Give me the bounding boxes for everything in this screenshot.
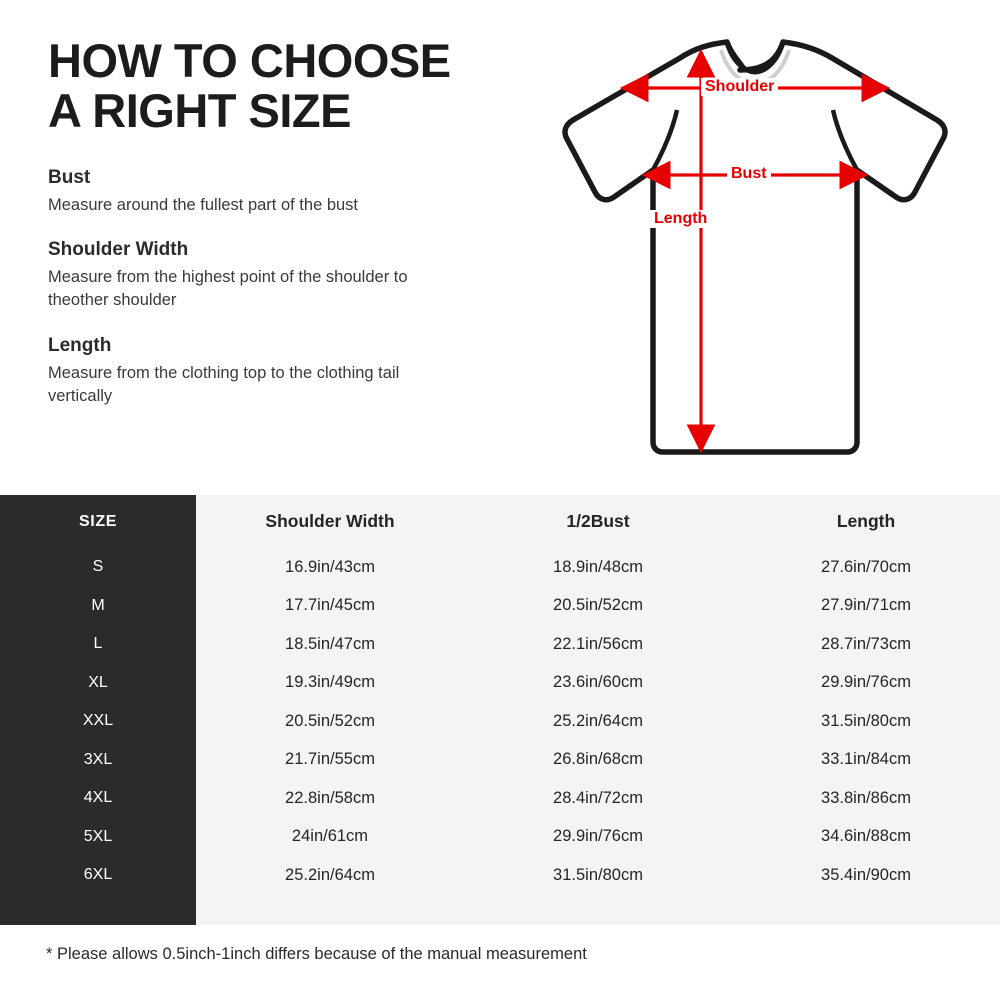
cell-shoulder-width: 21.7in/55cm — [285, 750, 375, 769]
column-header-length: Length — [836, 511, 896, 531]
cell-size: L — [0, 625, 196, 664]
instruction-desc: Measure around the fullest part of the bust — [48, 195, 359, 214]
cell-length: 33.8in/86cm — [821, 788, 911, 807]
table-row — [0, 702, 1000, 741]
page-title — [48, 36, 518, 137]
page-title-line2: A RIGHT SIZE — [48, 84, 351, 138]
cell-shoulder-width: 19.3in/49cm — [285, 673, 375, 692]
instruction-term: Shoulder Width — [48, 238, 189, 260]
cell-size: 4XL — [0, 779, 196, 818]
table-row — [0, 818, 1000, 857]
column-header-half-bust: 1/2Bust — [566, 511, 630, 531]
cell-half-bust: 20.5in/52cm — [553, 596, 643, 615]
cell-shoulder-width: 22.8in/58cm — [285, 788, 375, 807]
cell-half-bust: 28.4in/72cm — [553, 788, 643, 807]
instruction-term: Length — [48, 334, 112, 356]
cell-half-bust: 29.9in/76cm — [553, 827, 643, 846]
cell-half-bust: 18.9in/48cm — [553, 557, 643, 576]
instruction-term: Bust — [48, 166, 91, 188]
table-row — [0, 625, 1000, 664]
column-header-shoulder-width: Shoulder Width — [265, 511, 395, 531]
cell-length: 28.7in/73cm — [821, 634, 911, 653]
cell-length: 29.9in/76cm — [821, 673, 911, 692]
table-row — [0, 548, 1000, 587]
cell-size: XL — [0, 664, 196, 703]
column-header-size: SIZE — [0, 495, 196, 548]
table-row — [0, 779, 1000, 818]
size-chart-table — [0, 495, 1000, 895]
bust-label: Bust — [727, 165, 771, 183]
cell-size: M — [0, 587, 196, 626]
cell-size: 6XL — [0, 856, 196, 895]
shoulder-label: Shoulder — [701, 78, 778, 96]
table-row — [0, 741, 1000, 780]
cell-size: S — [0, 548, 196, 587]
cell-length: 35.4in/90cm — [821, 865, 911, 884]
page-title-line1: HOW TO CHOOSE — [48, 34, 451, 87]
guide-top-section — [0, 0, 1000, 495]
size-table-area — [0, 495, 1000, 925]
cell-shoulder-width: 16.9in/43cm — [285, 557, 375, 576]
cell-shoulder-width: 20.5in/52cm — [285, 711, 375, 730]
table-row — [0, 856, 1000, 895]
cell-shoulder-width: 17.7in/45cm — [285, 596, 375, 615]
table-row — [0, 587, 1000, 626]
measurement-instructions — [48, 36, 518, 409]
instruction-shoulder-width — [48, 239, 518, 313]
instruction-bust — [48, 167, 518, 217]
cell-half-bust: 25.2in/64cm — [553, 711, 643, 730]
instruction-length — [48, 335, 518, 409]
instruction-desc: Measure from the clothing top to the clothing tail vertically — [48, 363, 400, 406]
cell-shoulder-width: 24in/61cm — [291, 827, 369, 846]
cell-half-bust: 26.8in/68cm — [553, 750, 643, 769]
cell-length: 27.6in/70cm — [821, 557, 911, 576]
tshirt-diagram — [505, 20, 975, 480]
measurement-footnote: * Please allows 0.5inch-1inch differs because of the manual measurement — [46, 945, 587, 963]
cell-size: 5XL — [0, 818, 196, 857]
cell-size: 3XL — [0, 741, 196, 780]
cell-size: XXL — [0, 702, 196, 741]
cell-shoulder-width: 25.2in/64cm — [285, 865, 375, 884]
cell-length: 33.1in/84cm — [821, 750, 911, 769]
cell-half-bust: 23.6in/60cm — [553, 673, 643, 692]
table-body — [0, 548, 1000, 895]
table-header-row — [0, 495, 1000, 548]
cell-half-bust: 31.5in/80cm — [553, 865, 643, 884]
table-row — [0, 664, 1000, 703]
cell-half-bust: 22.1in/56cm — [553, 634, 643, 653]
cell-length: 31.5in/80cm — [821, 711, 911, 730]
cell-length: 27.9in/71cm — [821, 596, 911, 615]
instruction-desc: Measure from the highest point of the shoulder to theother shoulder — [48, 267, 408, 310]
cell-shoulder-width: 18.5in/47cm — [285, 634, 375, 653]
length-label: Length — [650, 210, 711, 228]
cell-length: 34.6in/88cm — [821, 827, 911, 846]
